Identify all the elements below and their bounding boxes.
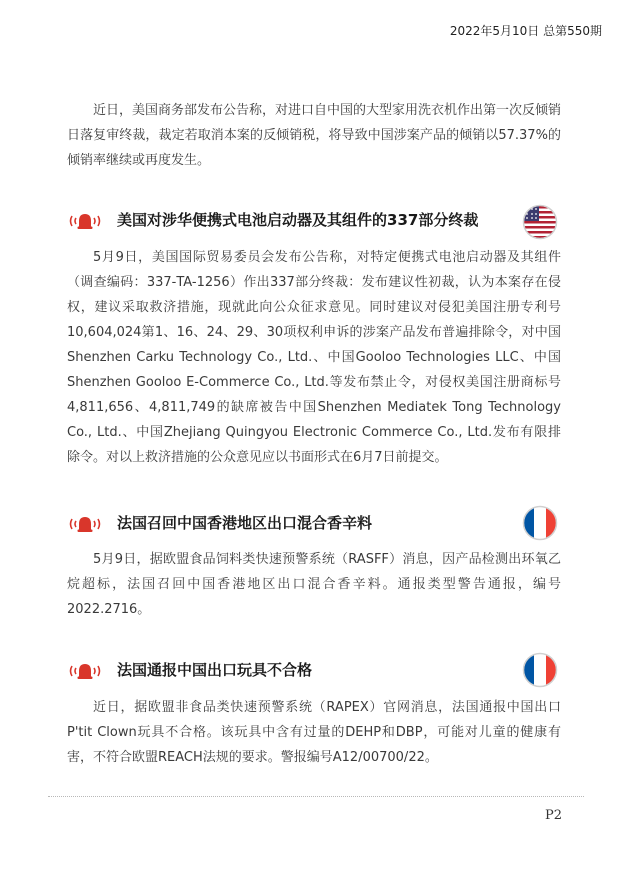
alarm-bell-icon [68, 661, 102, 681]
issue-date: 2022年5月10日 总第550期 [449, 24, 602, 38]
section-paragraph: 5月9日，美国国际贸易委员会发布公告称，对特定便携式电池启动器及其组件（调查编码：337-TA-1256）作出337部分终裁：发布建议性初裁，认为本案存在侵权，建议采取救济措施，现就此向公众征求意见。同时建议对侵犯美国注册专利号10,604,024第1、16、24、29、30项权利申诉的涉案产品发布普遍排除令，对中国Shenzhen Carku Technology Co., Ltd.、中国Gooloo Technologies LLC、中国Shenzhen Gooloo E-Commerce Co., Ltd.等发布禁止令，对侵权美国注册商标号4,811,656、4,811,749的缺席被告中国Shenzhen Mediatek Tong Technology Co., Ltd.、中国Zhejiang Quingyou Electronic Commerce Co., Ltd.发布有限排除令。对以上救济措施的公众意见应以书面形式在6月7日前提交。 [67, 250, 561, 465]
us-flag-icon [522, 204, 558, 240]
section-title: 法国通报中国出口玩具不合格 [117, 661, 313, 679]
section-title: 法国召回中国香港地区出口混合香辛料 [117, 514, 373, 532]
section-paragraph: 近日，据欧盟非食品类快速预警系统（RAPEX）官网消息，法国通报中国出口P'tit Clown玩具不合格。该玩具中含有过量的DEHP和DBP，可能对儿童的健康有害，不符合欧盟REACH法规的要求。警报编号A12/00700/22。 [67, 700, 561, 765]
alarm-bell-icon [68, 211, 102, 231]
section-title: 美国对涉华便携式电池启动器及其组件的337部分终裁 [117, 211, 479, 229]
alarm-bell-icon [68, 514, 102, 534]
france-flag-icon [522, 652, 558, 688]
intro-paragraph: 近日，美国商务部发布公告称，对进口自中国的大型家用洗衣机作出第一次反倾销日落复审终裁，裁定若取消本案的反倾销税，将导致中国涉案产品的倾销以57.37%的倾销率继续或再度发生。 [67, 103, 562, 168]
france-flag-icon [522, 505, 558, 541]
footer-divider [48, 796, 584, 797]
page-number: P2 [544, 808, 562, 823]
section-paragraph: 5月9日，据欧盟食品饲料类快速预警系统（RASFF）消息，因产品检测出环氧乙烷超标，法国召回中国香港地区出口混合香辛料。通报类型警告通报，编号2022.2716。 [67, 552, 561, 617]
